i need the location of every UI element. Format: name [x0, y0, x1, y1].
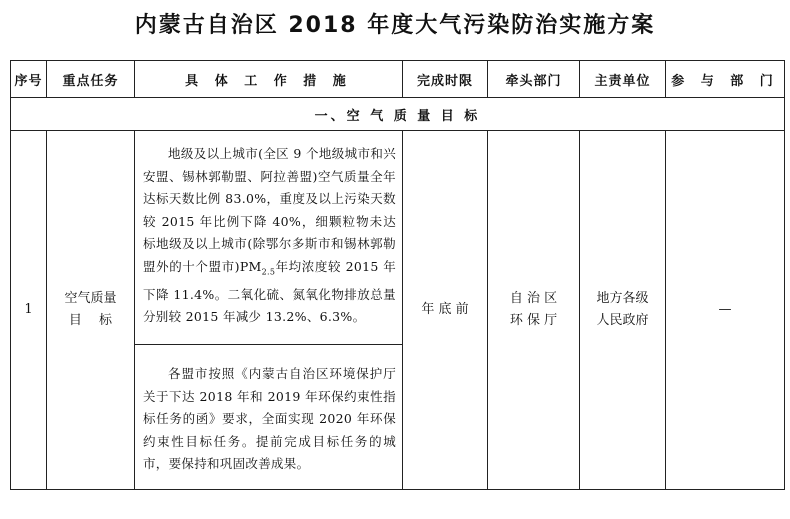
measure-text-1-part1: 地级及以上城市(全区 9 个地级城市和兴安盟、锡林郭勒盟、阿拉善盟)空气质量全年达标天数比例 83.0%，重度及以上污染天数较 2015 年比例下降 40%，细颗粒物未达标地级及以上城市(除鄂尔多斯市和锡林郭勒盟外的十个盟市)PM: [143, 146, 396, 274]
page-title: 内蒙古自治区 2018 年度大气污染防治实施方案: [134, 13, 656, 38]
measure-cell-1: [135, 131, 403, 345]
header-responsible-unit: 主责单位: [580, 61, 666, 98]
row-lead-dept-line2: 环 保 厅: [509, 313, 558, 328]
measure-text-1-part2: 年均浓度较 2015 年下降 11.4%。二氧化硫、氮氧化物排放总量分别较 2015 年减少 13.2%、6.3%。: [143, 258, 396, 324]
header-participating-dept: 参 与 部 门: [666, 61, 785, 98]
measure-text-1-sub: 2.5: [261, 267, 276, 276]
section-row: [11, 98, 785, 131]
row-responsible-line2: 人民政府: [596, 313, 649, 328]
row-key-task: [47, 131, 135, 490]
row-participating-dept: —: [666, 131, 785, 490]
measure-cell-2: [135, 345, 403, 490]
measure-text-1: [135, 131, 402, 335]
row-lead-dept: [488, 131, 580, 490]
row-serial: 1: [11, 131, 47, 490]
row-key-task-line2: 目 标: [68, 313, 113, 328]
section-title: 一、空 气 质 量 目 标: [11, 98, 785, 131]
measure-text-2: 各盟市按照《内蒙古自治区环境保护厅关于下达 2018 年和 2019 年环保约束性指标任务的函》要求，全面实现 2020 年环保约束性目标任务。提前完成目标任务的城市，要保持和巩固改善成果。: [143, 366, 396, 471]
header-key-task: 重点任务: [47, 61, 135, 98]
table-row: [11, 131, 785, 345]
row-deadline: 年 底 前: [403, 131, 488, 490]
header-measures: 具 体 工 作 措 施: [135, 61, 403, 98]
row-key-task-line1: 空气质量: [64, 291, 117, 306]
header-row: [11, 61, 785, 98]
row-responsible-unit: [580, 131, 666, 490]
header-serial: 序号: [11, 61, 47, 98]
row-lead-dept-line1: 自 治 区: [509, 291, 558, 306]
header-lead-dept: 牵头部门: [488, 61, 580, 98]
implementation-table: [10, 60, 785, 490]
header-deadline: 完成时限: [403, 61, 488, 98]
row-responsible-line1: 地方各级: [596, 291, 649, 306]
